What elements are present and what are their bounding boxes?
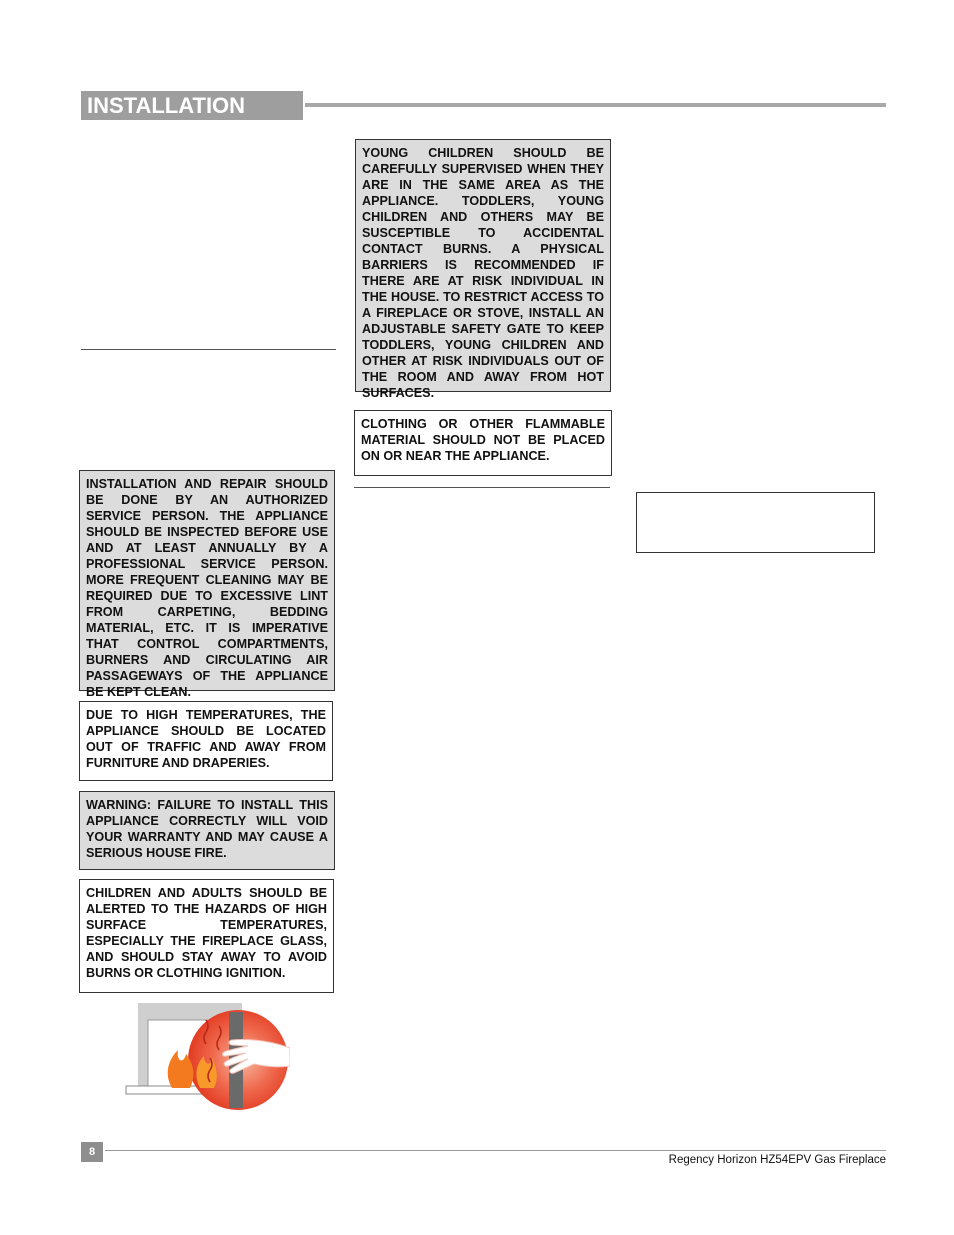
section-title: INSTALLATION: [81, 91, 303, 120]
hot-surface-burn-icon: [124, 1000, 290, 1110]
column-rule-middle: [354, 487, 610, 488]
high-temperatures-warning: DUE TO HIGH TEMPERATURES, THE APPLIANCE SHOULD BE LOCATED OUT OF TRAFFIC AND AWAY FROM FURNITURE AND DRAPERIES.: [79, 701, 333, 781]
page-number: 8: [81, 1142, 103, 1162]
empty-frame: [636, 492, 875, 553]
young-children-warning: YOUNG CHILDREN SHOULD BE CAREFULLY SUPERVISED WHEN THEY ARE IN THE SAME AREA AS THE APPLIANCE. TODDLERS, YOUNG CHILDREN AND OTHERS MAY BE SUSCEPTIBLE TO ACCIDENTAL CONTACT BURNS. A PHYSICAL BARRIERS IS RECOMMENDED IF THERE ARE AT RISK INDIVIDUAL IN THE HOUSE. TO RESTRICT ACCESS TO A FIREPLACE OR STOVE, INSTALL AN ADJUSTABLE SAFETY GATE TO KEEP TODDLERS, YOUNG CHILDREN AND OTHER AT RISK INDIVIDUALS OUT OF THE ROOM AND AWAY FROM HOT SURFACES.: [355, 139, 611, 392]
footer-product-name: Regency Horizon HZ54EPV Gas Fireplace: [668, 1154, 886, 1166]
install-correctly-warning: WARNING: FAILURE TO INSTALL THIS APPLIANCE CORRECTLY WILL VOID YOUR WARRANTY AND MAY CAUSE A SERIOUS HOUSE FIRE.: [79, 791, 335, 870]
footer-rule: [105, 1150, 886, 1151]
header-rule: [305, 103, 886, 107]
installation-repair-warning: INSTALLATION AND REPAIR SHOULD BE DONE BY AN AUTHORIZED SERVICE PERSON. THE APPLIANCE SHOULD BE INSPECTED BEFORE USE AND AT LEAST ANNUALLY BY A PROFESSIONAL SERVICE PERSON. MORE FREQUENT CLEANING MAY BE REQUIRED DUE TO EXCESSIVE LINT FROM CARPETING, BEDDING MATERIAL, ETC. IT IS IMPERATIVE THAT CONTROL COMPARTMENTS, BURNERS AND CIRCULATING AIR PASSAGEWAYS OF THE APPLIANCE BE KEPT CLEAN.: [79, 470, 335, 691]
children-adults-warning: CHILDREN AND ADULTS SHOULD BE ALERTED TO THE HAZARDS OF HIGH SURFACE TEMPERATURES, ESPECIALLY THE FIREPLACE GLASS, AND SHOULD STAY AWAY TO AVOID BURNS OR CLOTHING IGNITION.: [79, 879, 334, 993]
clothing-warning: CLOTHING OR OTHER FLAMMABLE MATERIAL SHOULD NOT BE PLACED ON OR NEAR THE APPLIANCE.: [354, 410, 612, 476]
column-rule-left: [81, 349, 336, 350]
